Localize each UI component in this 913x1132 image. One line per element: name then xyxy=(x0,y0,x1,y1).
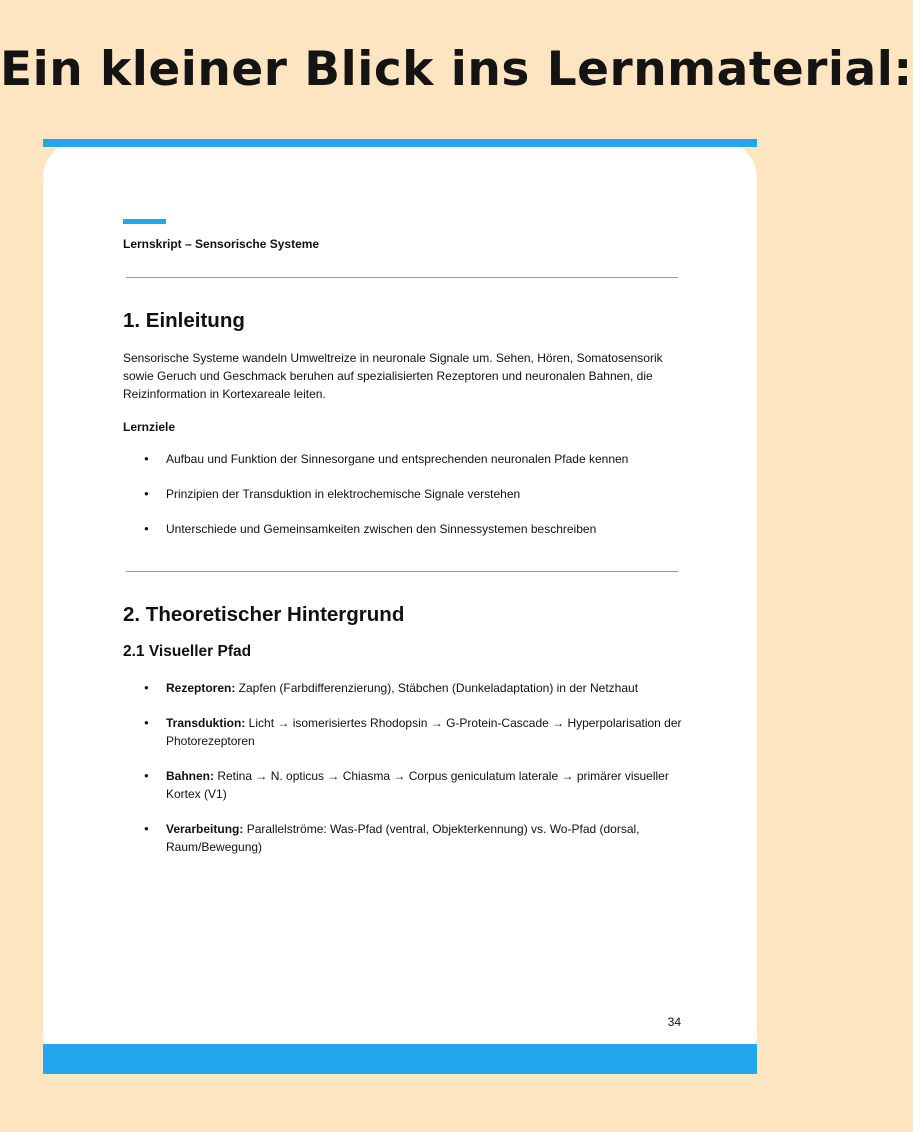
subsection-title: 2.1 Visueller Pfad xyxy=(123,643,252,660)
list-item: ● Prinzipien der Transduktion in elektrochemische Signale verstehen xyxy=(123,485,683,503)
list-item: ● Unterschiede und Gemeinsamkeiten zwischen den Sinnessystemen beschreiben xyxy=(123,520,683,538)
item-term: Bahnen: xyxy=(166,769,214,783)
section-1-paragraph: Sensorische Systeme wandeln Umweltreize in neuronale Signale um. Sehen, Hören, Somatosensorik sowie Geruch und Geschmack beruhen auf spezialisierten Rezeptoren und neuronalen Bahnen, die Reizinformation in Kortexareale leiten. xyxy=(123,351,663,401)
list-item xyxy=(123,767,683,803)
section-2-title: 2. Theoretischer Hintergrund xyxy=(123,603,405,626)
list-item: ● Aufbau und Funktion der Sinnesorgane und entsprechenden neuronalen Pfade kennen xyxy=(123,450,683,468)
item-text: Parallelströme: Was-Pfad (ventral, Objekterkennung) vs. Wo-Pfad (dorsal, Raum/Bewegung) xyxy=(166,822,640,854)
visual-pathway-list xyxy=(123,679,683,856)
item-text: Licht → isomerisiertes Rhodopsin → G-Protein-Cascade → Hyperpolarisation der Photorezeptoren xyxy=(166,716,682,748)
document-content xyxy=(123,219,683,873)
item-text: Zapfen (Farbdifferenzierung), Stäbchen (Dunkeladaptation) in der Netzhaut xyxy=(235,681,639,695)
item-term: Verarbeitung: xyxy=(166,822,244,836)
list-item xyxy=(123,820,683,856)
divider xyxy=(126,571,678,572)
divider xyxy=(126,277,678,278)
list-item xyxy=(123,714,683,750)
document-page xyxy=(43,139,757,1074)
item-term: Rezeptoren: xyxy=(166,681,236,695)
accent-line xyxy=(123,219,166,224)
item-term: Transduktion: xyxy=(166,716,246,730)
item-text: Retina → N. opticus → Chiasma → Corpus geniculatum laterale → primärer visueller Kortex (V1) xyxy=(166,769,669,801)
learning-goals-list xyxy=(123,450,683,538)
page-number: 34 xyxy=(667,1015,681,1029)
top-accent-bar xyxy=(43,139,757,147)
document-label: Lernskript – Sensorische Systeme xyxy=(123,237,320,251)
list-item xyxy=(123,679,683,697)
learning-goals-label: Lernziele xyxy=(123,420,176,434)
headline: Ein kleiner Blick ins Lernmaterial: xyxy=(0,42,913,97)
bottom-accent-bar xyxy=(43,1044,757,1074)
section-1-title: 1. Einleitung xyxy=(123,309,245,332)
